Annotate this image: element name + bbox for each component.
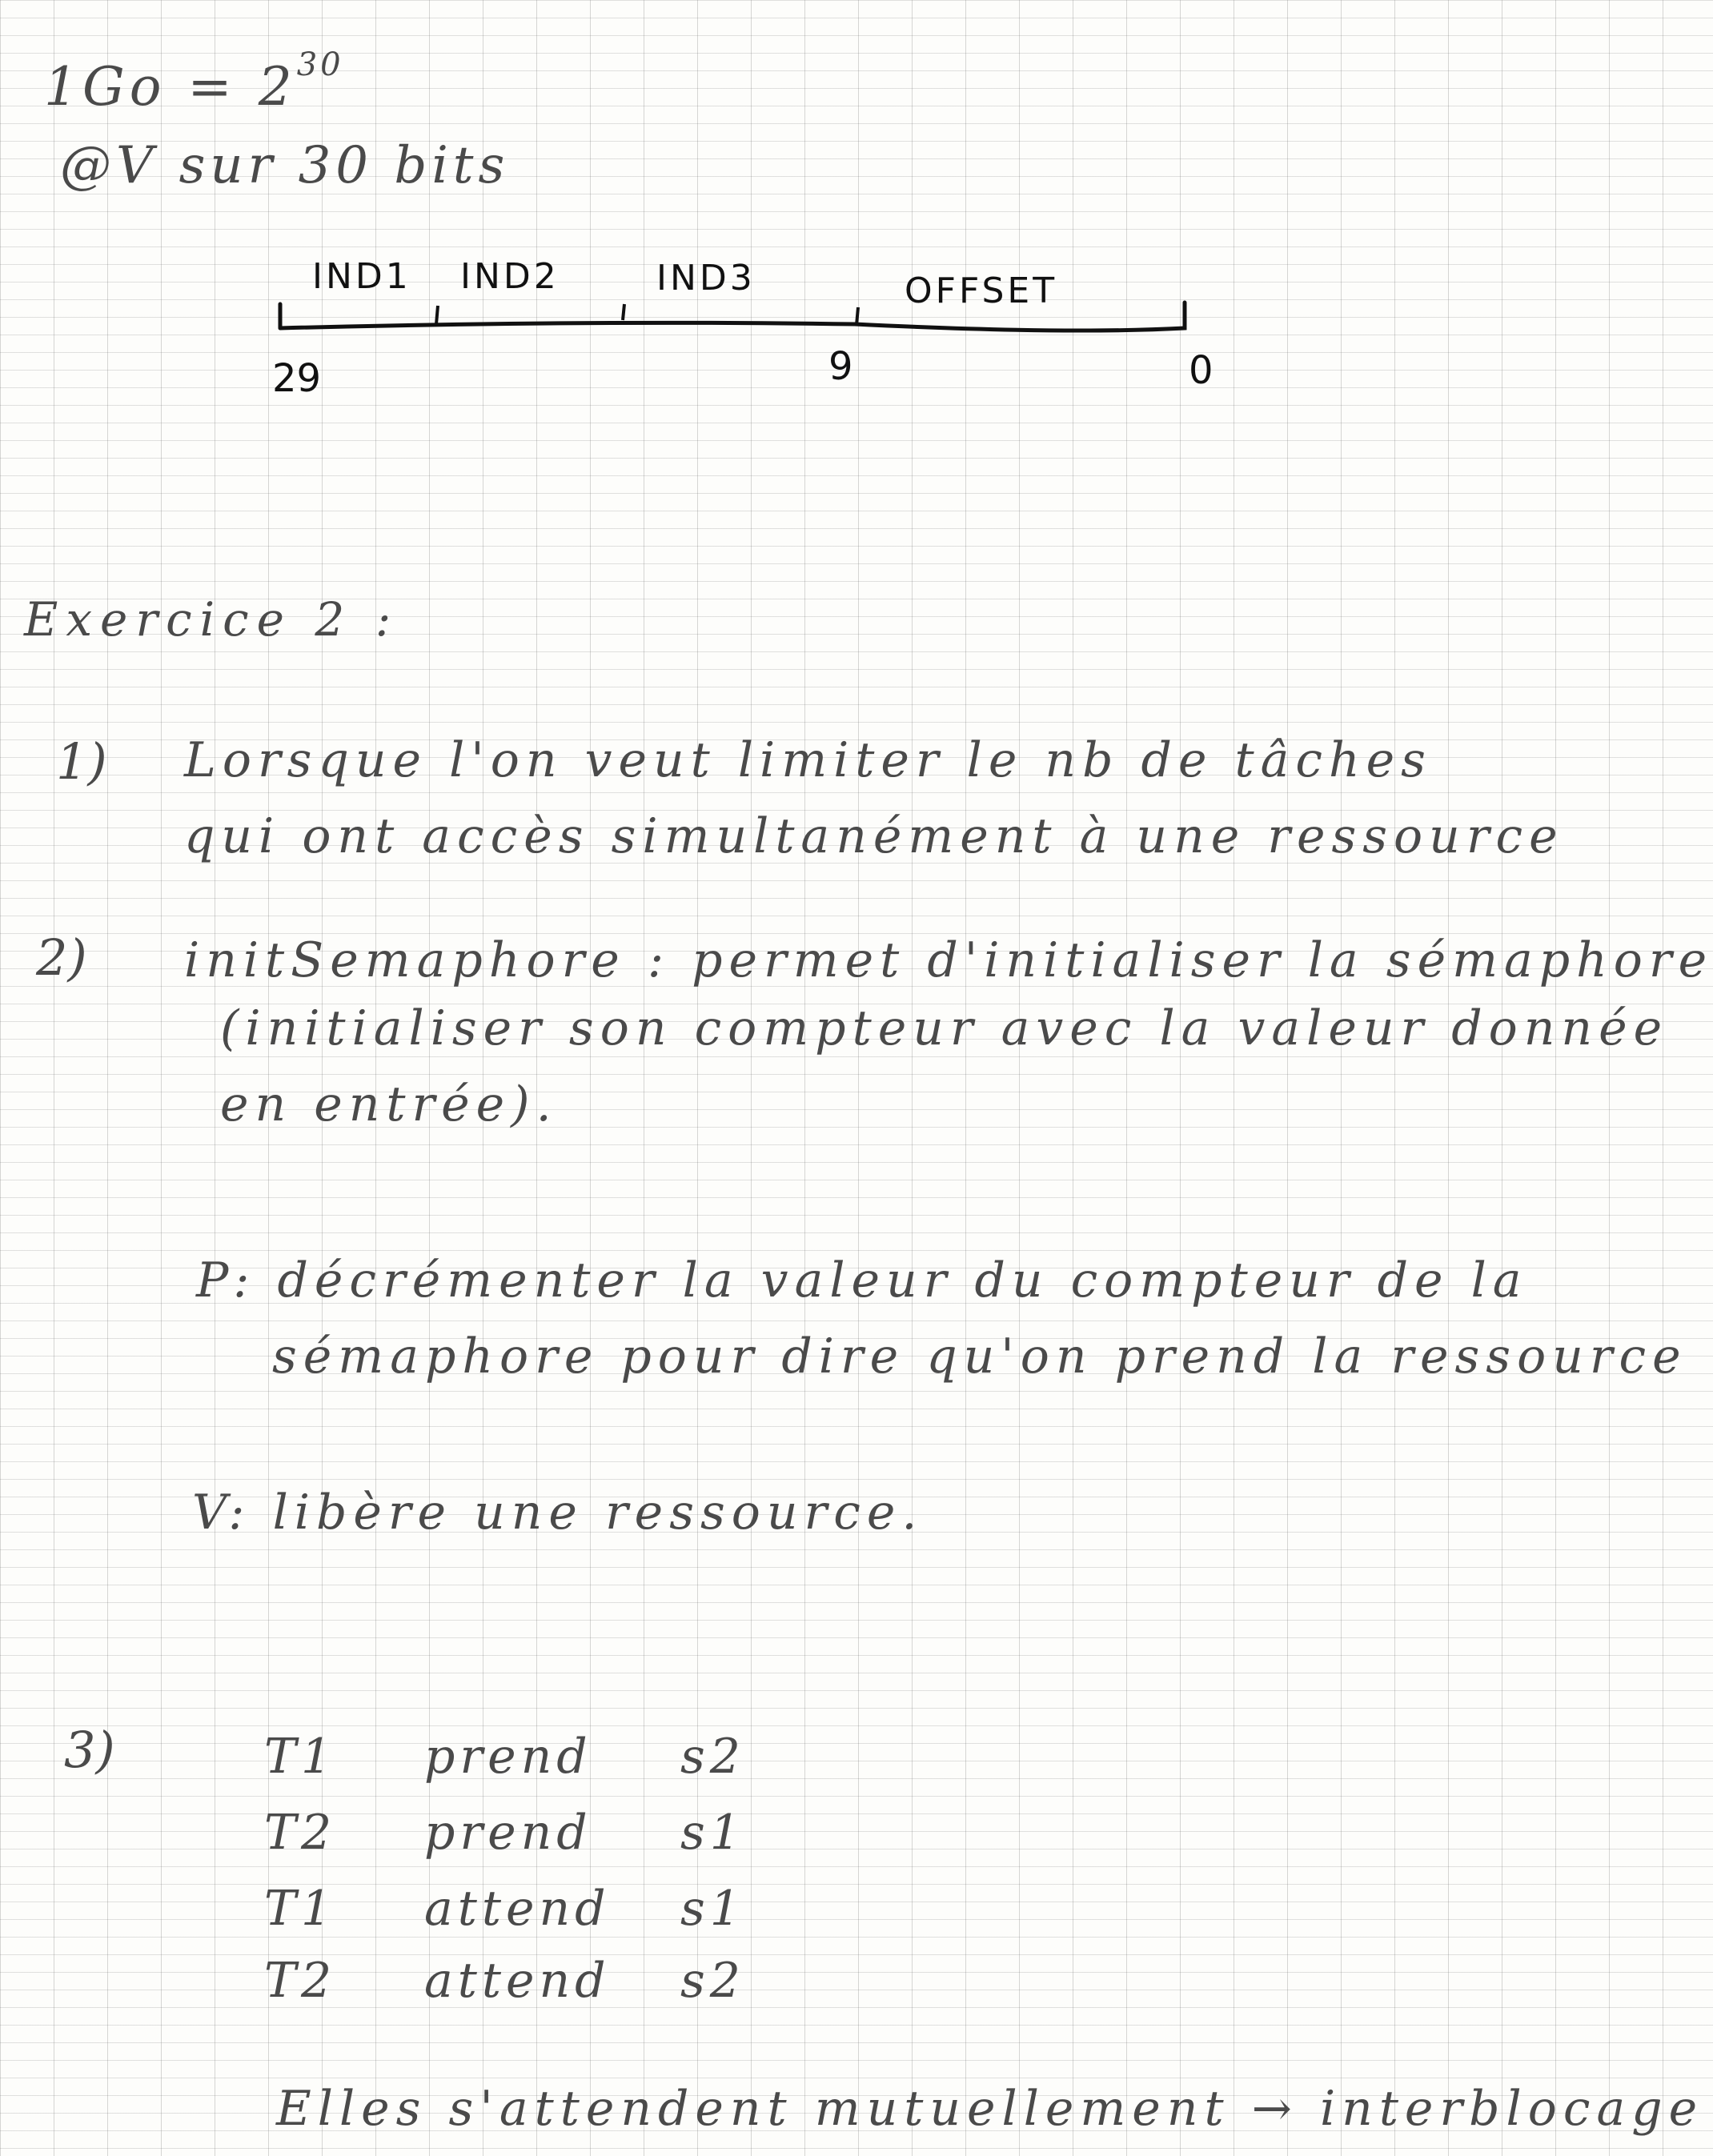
question-2-p-line-2: sémaphore pour dire qu'on prend la ressource xyxy=(272,1328,1687,1385)
question-2-v-line: V: libère une ressource. xyxy=(192,1485,924,1541)
memory-size-text: 1Go = 2 xyxy=(44,56,297,118)
step-action: prend xyxy=(424,1805,592,1861)
step-task: T2 xyxy=(264,1953,337,2009)
step-semaphore: s2 xyxy=(680,1953,745,2009)
step-task: T1 xyxy=(264,1729,337,1785)
step-action: prend xyxy=(424,1729,592,1785)
question-2-p-line-1: P: décrémenter la valeur du compteur de la xyxy=(196,1252,1528,1308)
deadlock-step-4 xyxy=(264,1953,745,2009)
field-ind3: IND3 xyxy=(656,258,756,299)
virtual-address-note: @V sur 30 bits xyxy=(60,136,510,195)
field-ind1: IND1 xyxy=(312,256,411,297)
question-3-number: 3) xyxy=(64,1721,115,1779)
question-2-init-line-2: (initialiser son compteur avec la valeur donnée xyxy=(220,1000,1669,1056)
bit-label-9: 9 xyxy=(828,344,853,389)
memory-size-note xyxy=(44,46,344,118)
step-semaphore: s1 xyxy=(680,1805,745,1861)
question-1-line-2: qui ont accès simultanément à une ressource xyxy=(184,808,1564,864)
deadlock-step-3 xyxy=(264,1881,745,1937)
step-semaphore: s2 xyxy=(680,1729,745,1785)
step-action: attend xyxy=(424,1953,611,2009)
step-semaphore: s1 xyxy=(680,1881,745,1937)
bit-label-29: 29 xyxy=(272,356,322,401)
question-1-line-1: Lorsque l'on veut limiter le nb de tâches xyxy=(184,732,1432,788)
step-task: T1 xyxy=(264,1881,337,1937)
exercise-title: Exercice 2 : xyxy=(24,592,399,647)
question-2-init-line-3: en entrée). xyxy=(220,1076,558,1132)
deadlock-conclusion: Elles s'attendent mutuellement → interblocage xyxy=(276,2081,1704,2137)
deadlock-step-1 xyxy=(264,1729,745,1785)
field-offset: OFFSET xyxy=(905,271,1058,311)
memory-size-exponent: 30 xyxy=(296,46,344,83)
address-diagram xyxy=(264,240,1225,416)
bit-label-0: 0 xyxy=(1189,348,1214,393)
field-ind2: IND2 xyxy=(460,256,560,297)
question-2-number: 2) xyxy=(36,928,87,987)
question-2-init-line-1: initSemaphore : permet d'initialiser la sémaphore xyxy=(184,932,1713,988)
question-1-number: 1) xyxy=(56,732,107,791)
step-action: attend xyxy=(424,1881,611,1937)
deadlock-step-2 xyxy=(264,1805,745,1861)
step-task: T2 xyxy=(264,1805,337,1861)
